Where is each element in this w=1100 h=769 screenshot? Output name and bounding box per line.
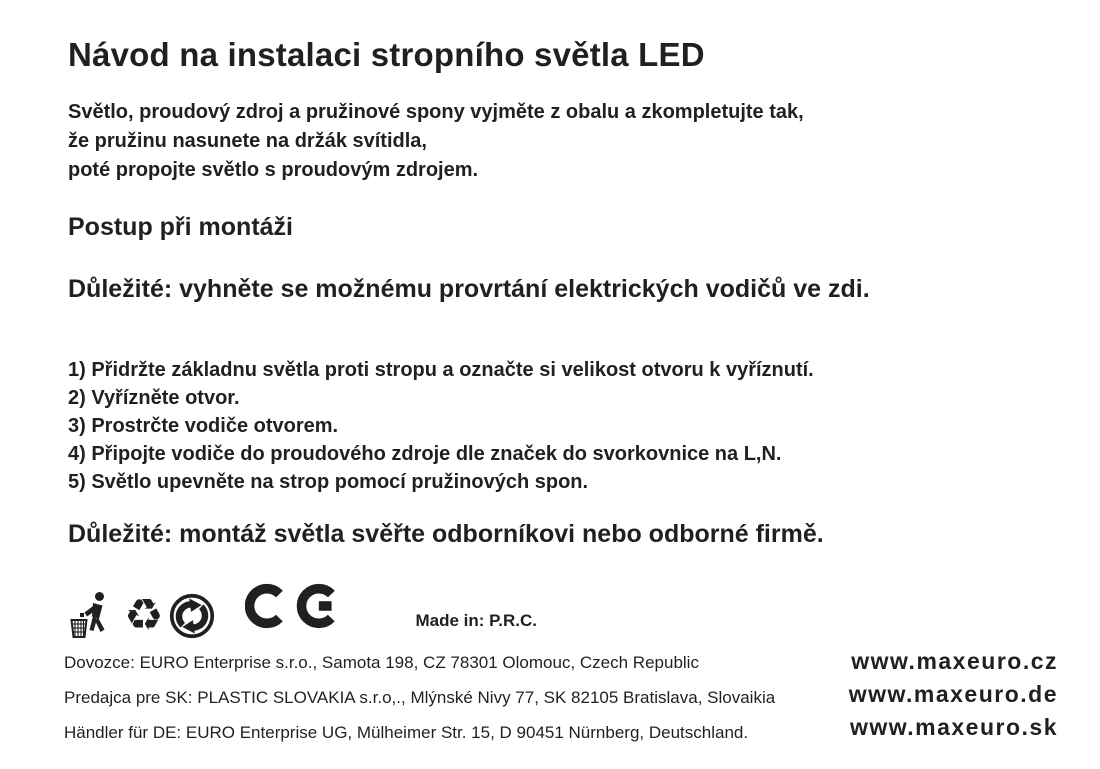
step-item: 5) Světlo upevněte na strop pomocí pružinových spon. — [68, 471, 589, 493]
intro-paragraph — [68, 98, 1100, 185]
website-list — [849, 645, 1100, 744]
intro-line: Světlo, proudový zdroj a pružinové spony vyjměte z obalu a zkompletujte tak, — [68, 101, 804, 123]
intro-line: že pružinu nasunete na držák svítidla, — [68, 130, 427, 152]
intro-line: poté propojte světlo s proudovým zdrojem. — [68, 159, 479, 181]
tidy-man-icon — [68, 589, 118, 641]
distributor-line-de: Händler für DE: EURO Enterprise UG, Mülheimer Str. 15, D 90451 Nürnberg, Deutschland. — [64, 723, 749, 742]
distributor-line-cz: Dovozce: EURO Enterprise s.r.o., Samota 198, CZ 78301 Olomouc, Czech Republic — [64, 653, 699, 672]
website-de: www.maxeuro.de — [848, 681, 1058, 707]
certification-icons-row — [68, 571, 1100, 641]
distributor-line-sk: Predajca pre SK: PLASTIC SLOVAKIA s.r.o,., Mlýnské Nivy 77, SK 82105 Bratislava, Slovaikia — [64, 688, 776, 707]
made-in-label: Made in: P.R.C. — [415, 611, 537, 630]
page-title: Návod na instalaci stropního světla LED — [68, 36, 705, 73]
step-item: 2) Vyřízněte otvor. — [68, 387, 240, 409]
installation-steps — [68, 356, 1100, 496]
warning-drilling: Důležité: vyhněte se možnému provrtání elektrických vodičů ve zdi. — [68, 275, 870, 303]
section-heading: Postup při montáži — [68, 213, 293, 241]
recycling-icon: ♻ — [124, 590, 164, 641]
website-cz: www.maxeuro.cz — [851, 648, 1058, 674]
footer — [64, 645, 1100, 750]
distributor-info — [64, 645, 849, 750]
ce-mark-icon — [245, 583, 343, 629]
green-dot-icon — [169, 593, 215, 639]
step-item: 3) Prostrčte vodiče otvorem. — [68, 415, 339, 437]
step-item: 4) Připojte vodiče do proudového zdroje dle značek do svorkovnice na L,N. — [68, 443, 782, 465]
warning-professional: Důležité: montáž světla svěřte odborníkovi nebo odborné firmě. — [68, 520, 824, 548]
step-item: 1) Přidržte základnu světla proti stropu a označte si velikost otvoru k vyříznutí. — [68, 359, 814, 381]
website-sk: www.maxeuro.sk — [849, 714, 1058, 740]
